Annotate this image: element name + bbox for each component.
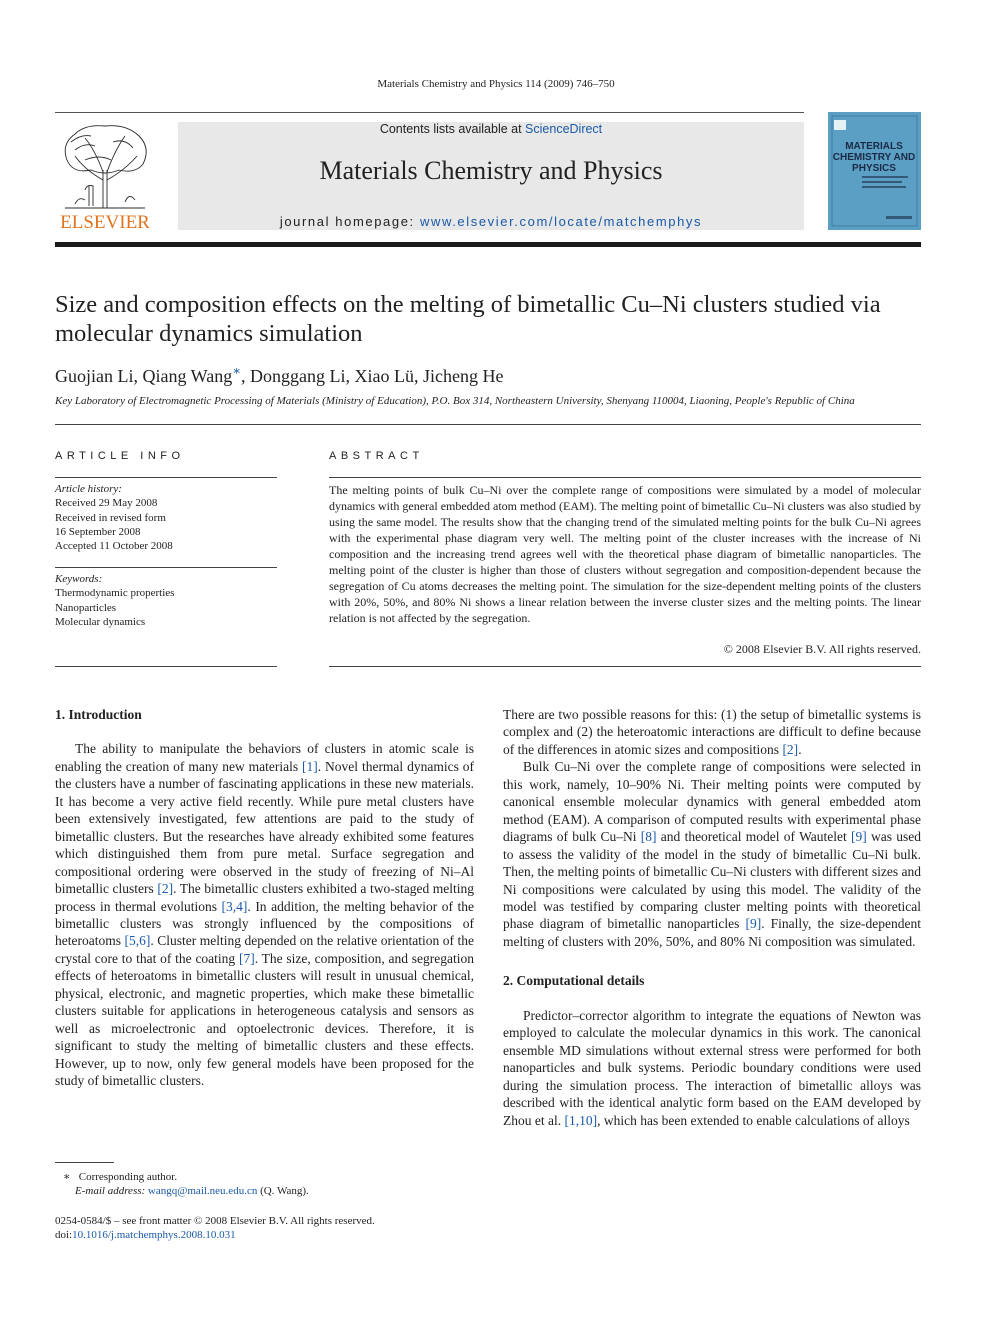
text-run: , which has been extended to enable calculations of alloys — [597, 1112, 910, 1128]
email-suffix: (Q. Wang). — [257, 1185, 309, 1197]
computational-paragraph-1 — [503, 1007, 921, 1129]
abstract-top-rule — [329, 477, 921, 478]
text-run: . Novel thermal dynamics of the clusters have a number of fascinating applications in these new materials. It has become a very active field recently. While pure metal clusters have been extensively investigated, few attentions are paid to the study of bimetallic clusters. But the researches have already exhibited some features which distinguished them from pure metal. Surface segregation and compositional ordering were observed in the study of freezing of Ni–Al bimetallic clusters — [55, 758, 474, 897]
keyword-item: Nanoparticles — [55, 601, 117, 614]
authors-first: Guojian Li, Qiang Wang — [55, 366, 233, 386]
article-info-heading: ARTICLE INFO — [55, 450, 185, 462]
citation-link[interactable]: [2] — [782, 741, 799, 757]
keywords-label: Keywords: — [55, 573, 103, 585]
history-revised-label: Received in revised form — [55, 511, 166, 524]
info-bottom-rule — [55, 666, 277, 667]
history-label: Article history: — [55, 483, 122, 495]
intro-paragraph-1 — [55, 740, 474, 1089]
text-run: . The size, composition, and segregation effects of heteroatoms in bimetallic clusters will result in unusual chemical, physical, electronic, and magnetic properties, which make these bimetallic clusters suitable for applications in heterogeneous catalysis and sensors as well as microelectronic and optoelectronic devices. Therefore, it is significant to study the melting of bimetallic clusters and these effects. However, up to now, only few general models have been proposed for the study of bimetallic clusters. — [55, 950, 474, 1089]
journal-homepage — [178, 214, 804, 229]
citation-link[interactable]: [8] — [640, 829, 657, 845]
citation-link[interactable]: [9] — [850, 829, 867, 845]
citation-link[interactable]: [3,4] — [221, 898, 248, 914]
contents-line — [178, 122, 804, 136]
doi-prefix: doi: — [55, 1229, 73, 1241]
text-run: . — [798, 741, 802, 757]
info-top-rule — [55, 477, 277, 478]
publisher-wordmark: ELSEVIER — [60, 212, 150, 232]
keyword-item: Molecular dynamics — [55, 615, 146, 628]
text-run: . Finally, the size-dependent melting of clusters with 20%, 50%, and 80% Ni composition was simulated. — [503, 916, 921, 949]
section-1-heading: 1. Introduction — [55, 707, 142, 722]
header-top-rule — [55, 112, 804, 113]
keywords-block — [55, 572, 277, 629]
email-link[interactable]: wangq@mail.neu.edu.cn — [147, 1185, 258, 1197]
cover-title-line3: PHYSICS — [852, 163, 896, 174]
doi-line — [55, 1228, 236, 1242]
article-authors — [55, 363, 503, 387]
text-run: Predictor–corrector algorithm to integrate the equations of Newton was employed to calculate the molecular dynamics in this work. The canonical ensemble MD simulations without external stress were performed for both nanoparticles and bulk systems. Periodic boundary conditions were used during the simulation process. The interaction of bimetallic alloys was described with the identical analytic form based on the EAM developed by Zhou et al. — [503, 1007, 921, 1128]
header-thick-rule — [55, 242, 921, 247]
citation-link[interactable]: [1,10] — [564, 1112, 598, 1128]
footnote-corresponding — [63, 1170, 177, 1184]
citation-link[interactable]: [1] — [302, 758, 318, 774]
text-run: . The bimetallic clusters exhibited a two-staged melting process in thermal evolutions — [55, 881, 474, 914]
abstract-copyright: © 2008 Elsevier B.V. All rights reserved. — [723, 642, 921, 656]
elsevier-logo — [55, 120, 155, 232]
email-label: E-mail address: — [75, 1185, 148, 1197]
keywords-top-rule — [55, 567, 277, 568]
sciencedirect-link[interactable]: ScienceDirect — [525, 122, 603, 136]
left-column — [55, 706, 474, 1090]
journal-cover-image — [828, 112, 921, 230]
cover-title-line2: CHEMISTRY AND — [832, 152, 916, 163]
history-accepted: Accepted 11 October 2008 — [55, 540, 173, 553]
article-title: Size and composition effects on the melting of bimetallic Cu–Ni clusters studied via molecular dynamics simulation — [55, 291, 881, 347]
right-column — [503, 706, 921, 1129]
intro-paragraph-2 — [503, 706, 921, 758]
text-run: Bulk Cu–Ni over the complete range of compositions were selected in this work, namely, 10–90% Ni. Their melting points were computed by canonical ensemble molecular dynamics with general embedded atom method (EAM). A comparison of computed results with experimental phase diagrams of bulk Cu–Ni — [503, 759, 921, 845]
intro-paragraph-3 — [503, 758, 921, 950]
abstract-heading: ABSTRACT — [329, 450, 424, 462]
corresponding-author-note: Corresponding author. — [78, 1171, 178, 1183]
homepage-link[interactable]: www.elsevier.com/locate/matchemphys — [419, 214, 703, 229]
article-history — [55, 482, 277, 553]
authors-rest: , Donggang Li, Xiao Lü, Jicheng He — [241, 366, 504, 386]
cover-title-line1: MATERIALS — [845, 141, 903, 152]
citation-link[interactable]: [2] — [157, 881, 174, 897]
keyword-item: Thermodynamic properties — [55, 587, 175, 600]
author-affiliation: Key Laboratory of Electromagnetic Processing of Materials (Ministry of Education), P.O. Box 314, Northeastern University, Shenyang 110004, Liaoning, People's Republic of China — [55, 395, 855, 407]
citation-link[interactable]: [7] — [238, 950, 255, 966]
history-revised-date: 16 September 2008 — [55, 525, 141, 538]
citation-link[interactable]: [5,6] — [124, 933, 151, 949]
text-run: was used to assess the validity of the model in the study of bimetallic Cu–Ni bulk. Then, the melting points of bimetallic Cu–Ni clusters with different sizes and Ni compositions were calculated by using this model. The validity of the model was testified by comparing cluster melting points with theoretical phase diagram of bimetallic nanoparticles — [503, 829, 921, 932]
homepage-prefix: journal homepage: — [279, 214, 420, 229]
footnote-email — [75, 1184, 309, 1198]
text-run: The ability to manipulate the behaviors of clusters in atomic scale is enabling the creation of many new materials — [55, 741, 474, 774]
section-2-heading: 2. Computational details — [503, 973, 645, 989]
footnote-marker: ∗ — [63, 1171, 71, 1183]
abstract-bottom-rule — [329, 666, 921, 667]
text-run: There are two possible reasons for this: (1) the setup of bimetallic systems is complex and (2) the heteroatomic interactions are difficult to define because of the differences in atomic sizes and compositions — [503, 707, 921, 757]
elsevier-tree-icon — [55, 120, 155, 232]
footnote-rule — [55, 1162, 114, 1163]
contents-prefix: Contents lists available at — [379, 122, 526, 136]
journal-citation: Materials Chemistry and Physics 114 (2009) 746–750 — [377, 78, 615, 90]
history-received: Received 29 May 2008 — [55, 497, 158, 510]
doi-link[interactable]: 10.1016/j.matchemphys.2008.10.031 — [72, 1229, 236, 1241]
issn-line: 0254-0584/$ – see front matter © 2008 Elsevier B.V. All rights reserved. — [55, 1215, 375, 1227]
citation-link[interactable]: [9] — [745, 916, 762, 932]
divider-after-affiliation — [55, 424, 921, 425]
text-run: and theoretical model of Wautelet — [656, 829, 851, 845]
text-run: . In addition, the melting behavior of the bimetallic clusters was strongly influenced by the compositions of heteroatoms — [55, 898, 474, 949]
corresponding-author-marker[interactable]: ∗ — [232, 363, 242, 378]
journal-name: Materials Chemistry and Physics — [319, 156, 663, 185]
abstract-text: The melting points of bulk Cu–Ni over the complete range of compositions were simulated by a model of molecular dynamics with general embedded atom method (EAM). The melting point of bimetallic Cu–Ni clusters was also studied by using the same model. The results show that the changing trend of the simulated melting points for the bulk Cu–Ni agrees with the experimental phase diagram very well. The melting point of the cluster increases with the increase of Ni composition and the increasing trend agrees well with the theoretical phase diagram of bimetallic nanoparticles. The melting point of the cluster is higher than those of clusters without segregation and composition-dependent because the segregation of Cu atoms decreases the melting point. The simulation for the size-dependent melting points of the clusters with 20%, 50%, and 80% Ni shows a linear relation between the inverse cluster sizes and the melting points. The linear relation is not affected by the segregation. — [329, 483, 921, 625]
journal-cover — [828, 112, 921, 230]
text-run: . Cluster melting depended on the relative orientation of the crystal core to that of the coating — [55, 933, 475, 966]
